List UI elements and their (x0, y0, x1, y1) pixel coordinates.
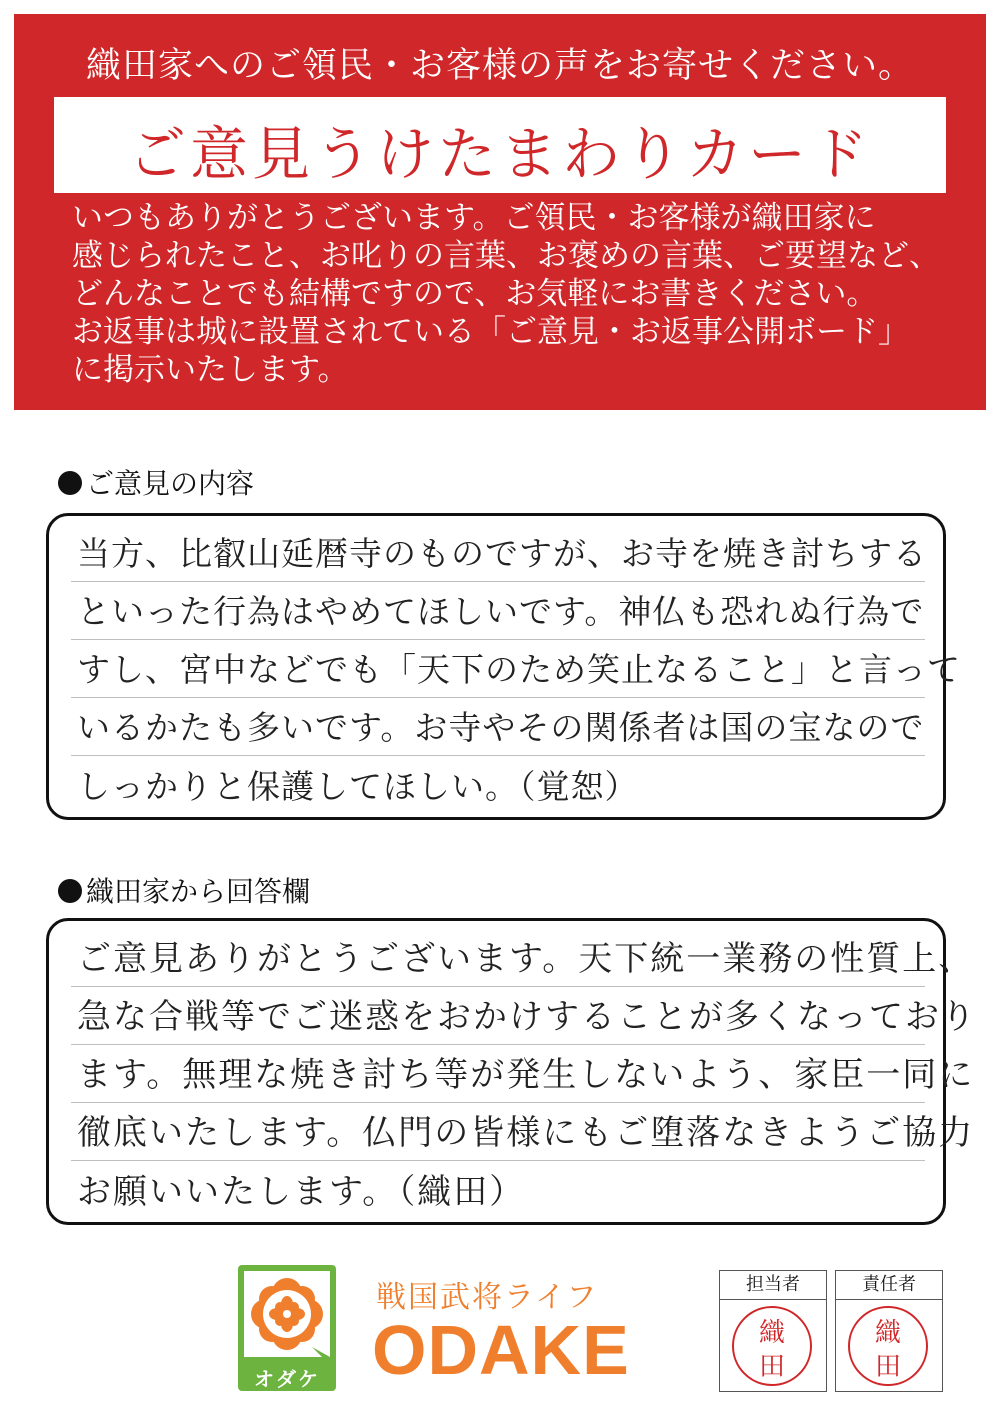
tagline: 織田家へのご領民・お客様の声をお寄せください。 (85, 46, 914, 86)
opinion-line-text: といった行為はやめてほしいです。神仏も恐れぬ行為で (77, 592, 925, 631)
stamp-box-manager (835, 1270, 943, 1392)
seal-stamp-icon (848, 1306, 928, 1386)
opinion-line (71, 582, 925, 640)
seal-char: 田 (758, 1352, 785, 1382)
opinion-line-text: すし、宮中などでも「天下のため笑止なること」と言って (77, 650, 961, 689)
reply-line (71, 929, 975, 987)
intro-line: に掲示いたします。 (72, 352, 349, 388)
reply-line-text: ご意見ありがとうございます。天下統一業務の性質上、 (77, 939, 975, 979)
intro-line: お返事は城に設置されている「ご意見・お返事公開ボード」 (72, 314, 909, 350)
reply-line-text: 急な合戦等でご迷惑をおかけすることが多くなっており (77, 997, 977, 1037)
bullet-icon (58, 879, 82, 903)
reply-box (46, 918, 977, 1225)
opinion-line (71, 524, 925, 582)
intro-line: どんなことでも結構ですので、お気軽にお書きください。 (72, 276, 878, 312)
opinion-box (46, 513, 961, 820)
opinion-line-text: 当方、比叡山延暦寺のものですが、お寺を焼き討ちする (77, 534, 927, 573)
reply-line (71, 1103, 975, 1161)
seal-char: 田 (874, 1352, 901, 1382)
reply-line (71, 1161, 925, 1219)
title-box (54, 97, 946, 193)
reply-line-text: ます。無理な焼き討ち等が発生しないよう、家臣一同に (77, 1055, 975, 1095)
intro-text (72, 199, 962, 389)
seal-char: 織 (758, 1318, 785, 1348)
opinion-line (71, 640, 961, 698)
stamp-label: 責任者 (836, 1271, 942, 1300)
opinion-line-text: いるかたも多いです。お寺やその関係者は国の宝なので (77, 708, 925, 747)
reply-line (71, 1045, 975, 1103)
reply-heading (58, 870, 310, 910)
seal-char: 織 (874, 1318, 901, 1348)
bullet-icon (58, 471, 82, 495)
opinion-line (71, 756, 925, 814)
stamp-box-person-in-charge (719, 1270, 827, 1392)
stamp-label: 担当者 (720, 1271, 826, 1300)
opinion-heading (58, 462, 254, 502)
reply-line-text: お願いいたします。（織田） (77, 1172, 526, 1212)
intro-line: いつもありがとうございます。ご領民・お客様が織田家に (72, 200, 876, 236)
intro-line: 感じられたこと、お叱りの言葉、お褒めの言葉、ご要望など、 (72, 238, 940, 274)
reply-line-text: 徹底いたします。仏門の皆様にもご堕落なきようご協力 (77, 1113, 975, 1153)
opinion-line-text: しっかりと保護してほしい。（覚恕） (77, 767, 639, 806)
brand-subtitle: 戦国武将ライフ (376, 1280, 599, 1315)
reply-line (71, 987, 977, 1045)
seal-stamp-icon (732, 1306, 812, 1386)
odake-logo (238, 1265, 336, 1391)
opinion-line (71, 698, 925, 756)
opinion-heading-label: ご意見の内容 (86, 467, 255, 500)
brand-name: ODAKE (372, 1311, 630, 1389)
logo-label: オダケ (254, 1367, 320, 1391)
card-title: ご意見うけたまわりカード (127, 120, 872, 188)
reply-heading-label: 織田家から回答欄 (86, 875, 311, 908)
header-banner (14, 14, 986, 410)
